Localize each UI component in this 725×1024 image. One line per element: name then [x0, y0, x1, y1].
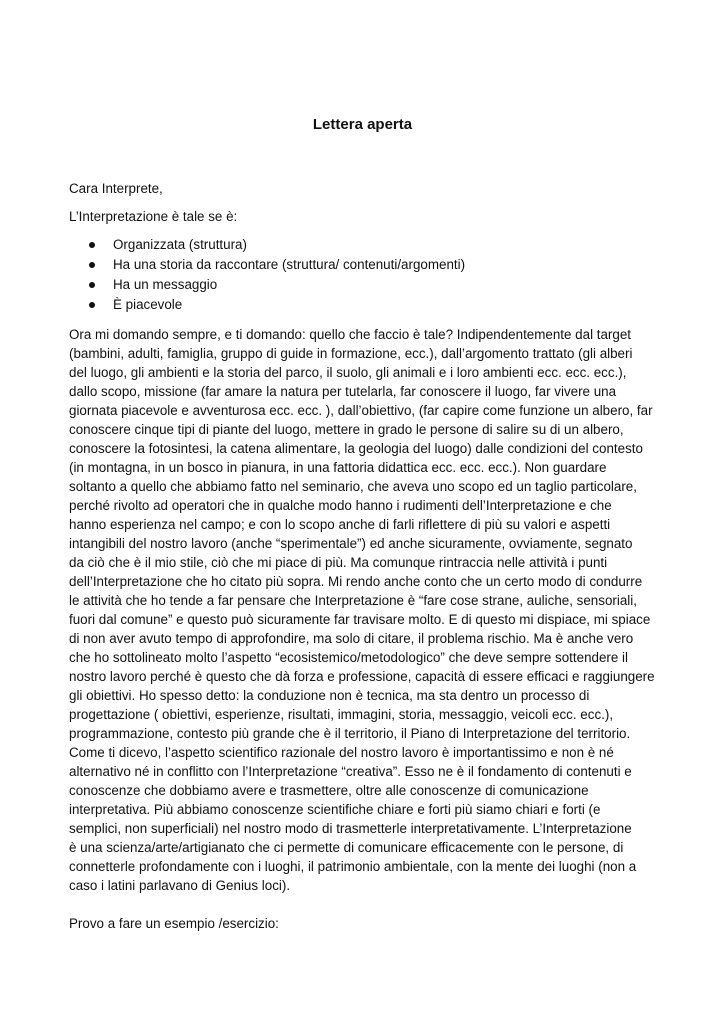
- body-line: hanno esperienza nel campo; e con lo scopo anche di farli riflettere di più su valori e aspetti: [69, 517, 611, 532]
- bullet-icon: [89, 242, 95, 248]
- greeting: Cara Interprete,: [69, 181, 163, 196]
- list-item: [69, 255, 659, 275]
- body-line: giornata piacevole e avventurosa ecc. ecc. ), dall’obiettivo, (far capire come funzione un albero, far: [69, 403, 653, 418]
- list-item-text: Ha un messaggio: [113, 277, 218, 292]
- body-line: (in montagna, in un bosco in pianura, in una fattoria didattica ecc. ecc. ecc.). Non guardare: [69, 460, 607, 475]
- body-paragraph: [69, 325, 659, 895]
- document-title: Lettera aperta: [312, 116, 413, 133]
- body-line: interpretativa. Più abbiamo conoscenze scientifiche chiare e forti più siamo chiari e forti (e: [69, 802, 601, 817]
- list-item: [69, 275, 659, 295]
- body-line: da ciò che è il mio stile, ciò che mi piace di più. Ma comunque rintraccia nelle attività i punti: [69, 555, 608, 570]
- list-item: [69, 235, 659, 255]
- body-line: è una scienza/arte/artigianato che ci permette di comunicare efficacemente con le persone, di: [69, 840, 624, 855]
- body-line: le attività che ho tende a far pensare che Interpretazione è “fare cose strane, auliche, sensoriali,: [69, 593, 637, 608]
- body-line: nostro lavoro perché è questo che dà forza e professione, capacità di essere efficaci e raggiungere: [69, 669, 655, 684]
- body-line: progettazione ( obiettivi, esperienze, risultati, immagini, storia, messaggio, veicoli ecc. ecc.),: [69, 707, 614, 722]
- body-line: Ora mi domando sempre, e ti domando: quello che faccio è tale? Indipendentemente dal target: [69, 327, 632, 342]
- body-line: perché rivolto ad operatori che in qualche modo hanno i rudimenti dell’Interpretazione e che: [69, 498, 612, 513]
- closing-line: Provo a fare un esempio /esercizio:: [69, 916, 279, 931]
- list-item-text: Organizzata (struttura): [113, 237, 247, 252]
- bullet-icon: [89, 262, 95, 268]
- body-line: che ho sottolineato molto l’aspetto “ecosistemico/metodologico” che deve sempre sottendere il: [69, 650, 628, 665]
- body-line: gli obiettivi. Ho spesso detto: la conduzione non è tecnica, ma sta dentro un processo di: [69, 688, 590, 703]
- body-line: intangibili del nostro lavoro (anche “sperimentale”) ed anche sicuramente, ovviamente, segnato: [69, 536, 633, 551]
- intro-line: L’Interpretazione è tale se è:: [69, 209, 238, 224]
- body-line: alternativo né in conflitto con l’Interpretazione “creativa”. Esso ne è il fondamento di contenuti e: [69, 764, 632, 779]
- body-line: programmazione, contesto più grande che è il territorio, il Piano di Interpretazione del territorio.: [69, 726, 631, 741]
- body-line: dallo scopo, missione (far amare la natura per tutelarla, far conoscere il luogo, far vivere una: [69, 384, 617, 399]
- body-line: conoscenze che dobbiamo avere e trasmettere, oltre alle conoscenze di comunicazione: [69, 783, 589, 798]
- body-line: caso i latini parlavano di Genius loci).: [69, 878, 291, 893]
- bullet-icon: [89, 282, 95, 288]
- bullet-list: [69, 235, 659, 315]
- list-item-text: Ha una storia da raccontare (struttura/ contenuti/argomenti): [113, 257, 466, 272]
- body-line: (bambini, adulti, famiglia, gruppo di guide in formazione, ecc.), dall’argomento trattato (gli alberi: [69, 346, 633, 361]
- body-line: Come ti dicevo, l’aspetto scientifico razionale del nostro lavoro è importantissimo e non è né: [69, 745, 614, 760]
- body-line: connetterle profondamente con i luoghi, il patrimonio ambientale, con la mente dei luoghi (non a: [69, 859, 637, 874]
- body-line: fuori dal comune” e questo può sicuramente far travisare molto. E di questo mi dispiace, mi spiace: [69, 612, 651, 627]
- body-line: dell’Interpretazione che ho citato più sopra. Mi rendo anche conto che un certo modo di condurre: [69, 574, 643, 589]
- body-line: del luogo, gli ambienti e la storia del parco, il suolo, gli animali e i loro ambienti ecc. ecc. ecc.),: [69, 365, 627, 380]
- body-line: soltanto a quello che abbiamo fatto nel seminario, che aveva uno scopo ed un taglio particolare,: [69, 479, 637, 494]
- body-line: conoscere la fotosintesi, la catena alimentare, la geologia del luogo) dalle condizioni del contesto: [69, 441, 643, 456]
- list-item: [69, 295, 659, 315]
- list-item-text: È piacevole: [113, 297, 183, 312]
- body-line: conoscere cinque tipi di piante del luogo, mettere in grado le persone di salire su di un albero,: [69, 422, 624, 437]
- body-line: semplici, non superficiali) nel nostro modo di trasmetterle interpretativamente. L’Interpretazione: [69, 821, 632, 836]
- bullet-icon: [89, 302, 95, 308]
- body-line: di non aver avuto tempo di approfondire, ma solo di citare, il problema rischio. Ma è anche vero: [69, 631, 634, 646]
